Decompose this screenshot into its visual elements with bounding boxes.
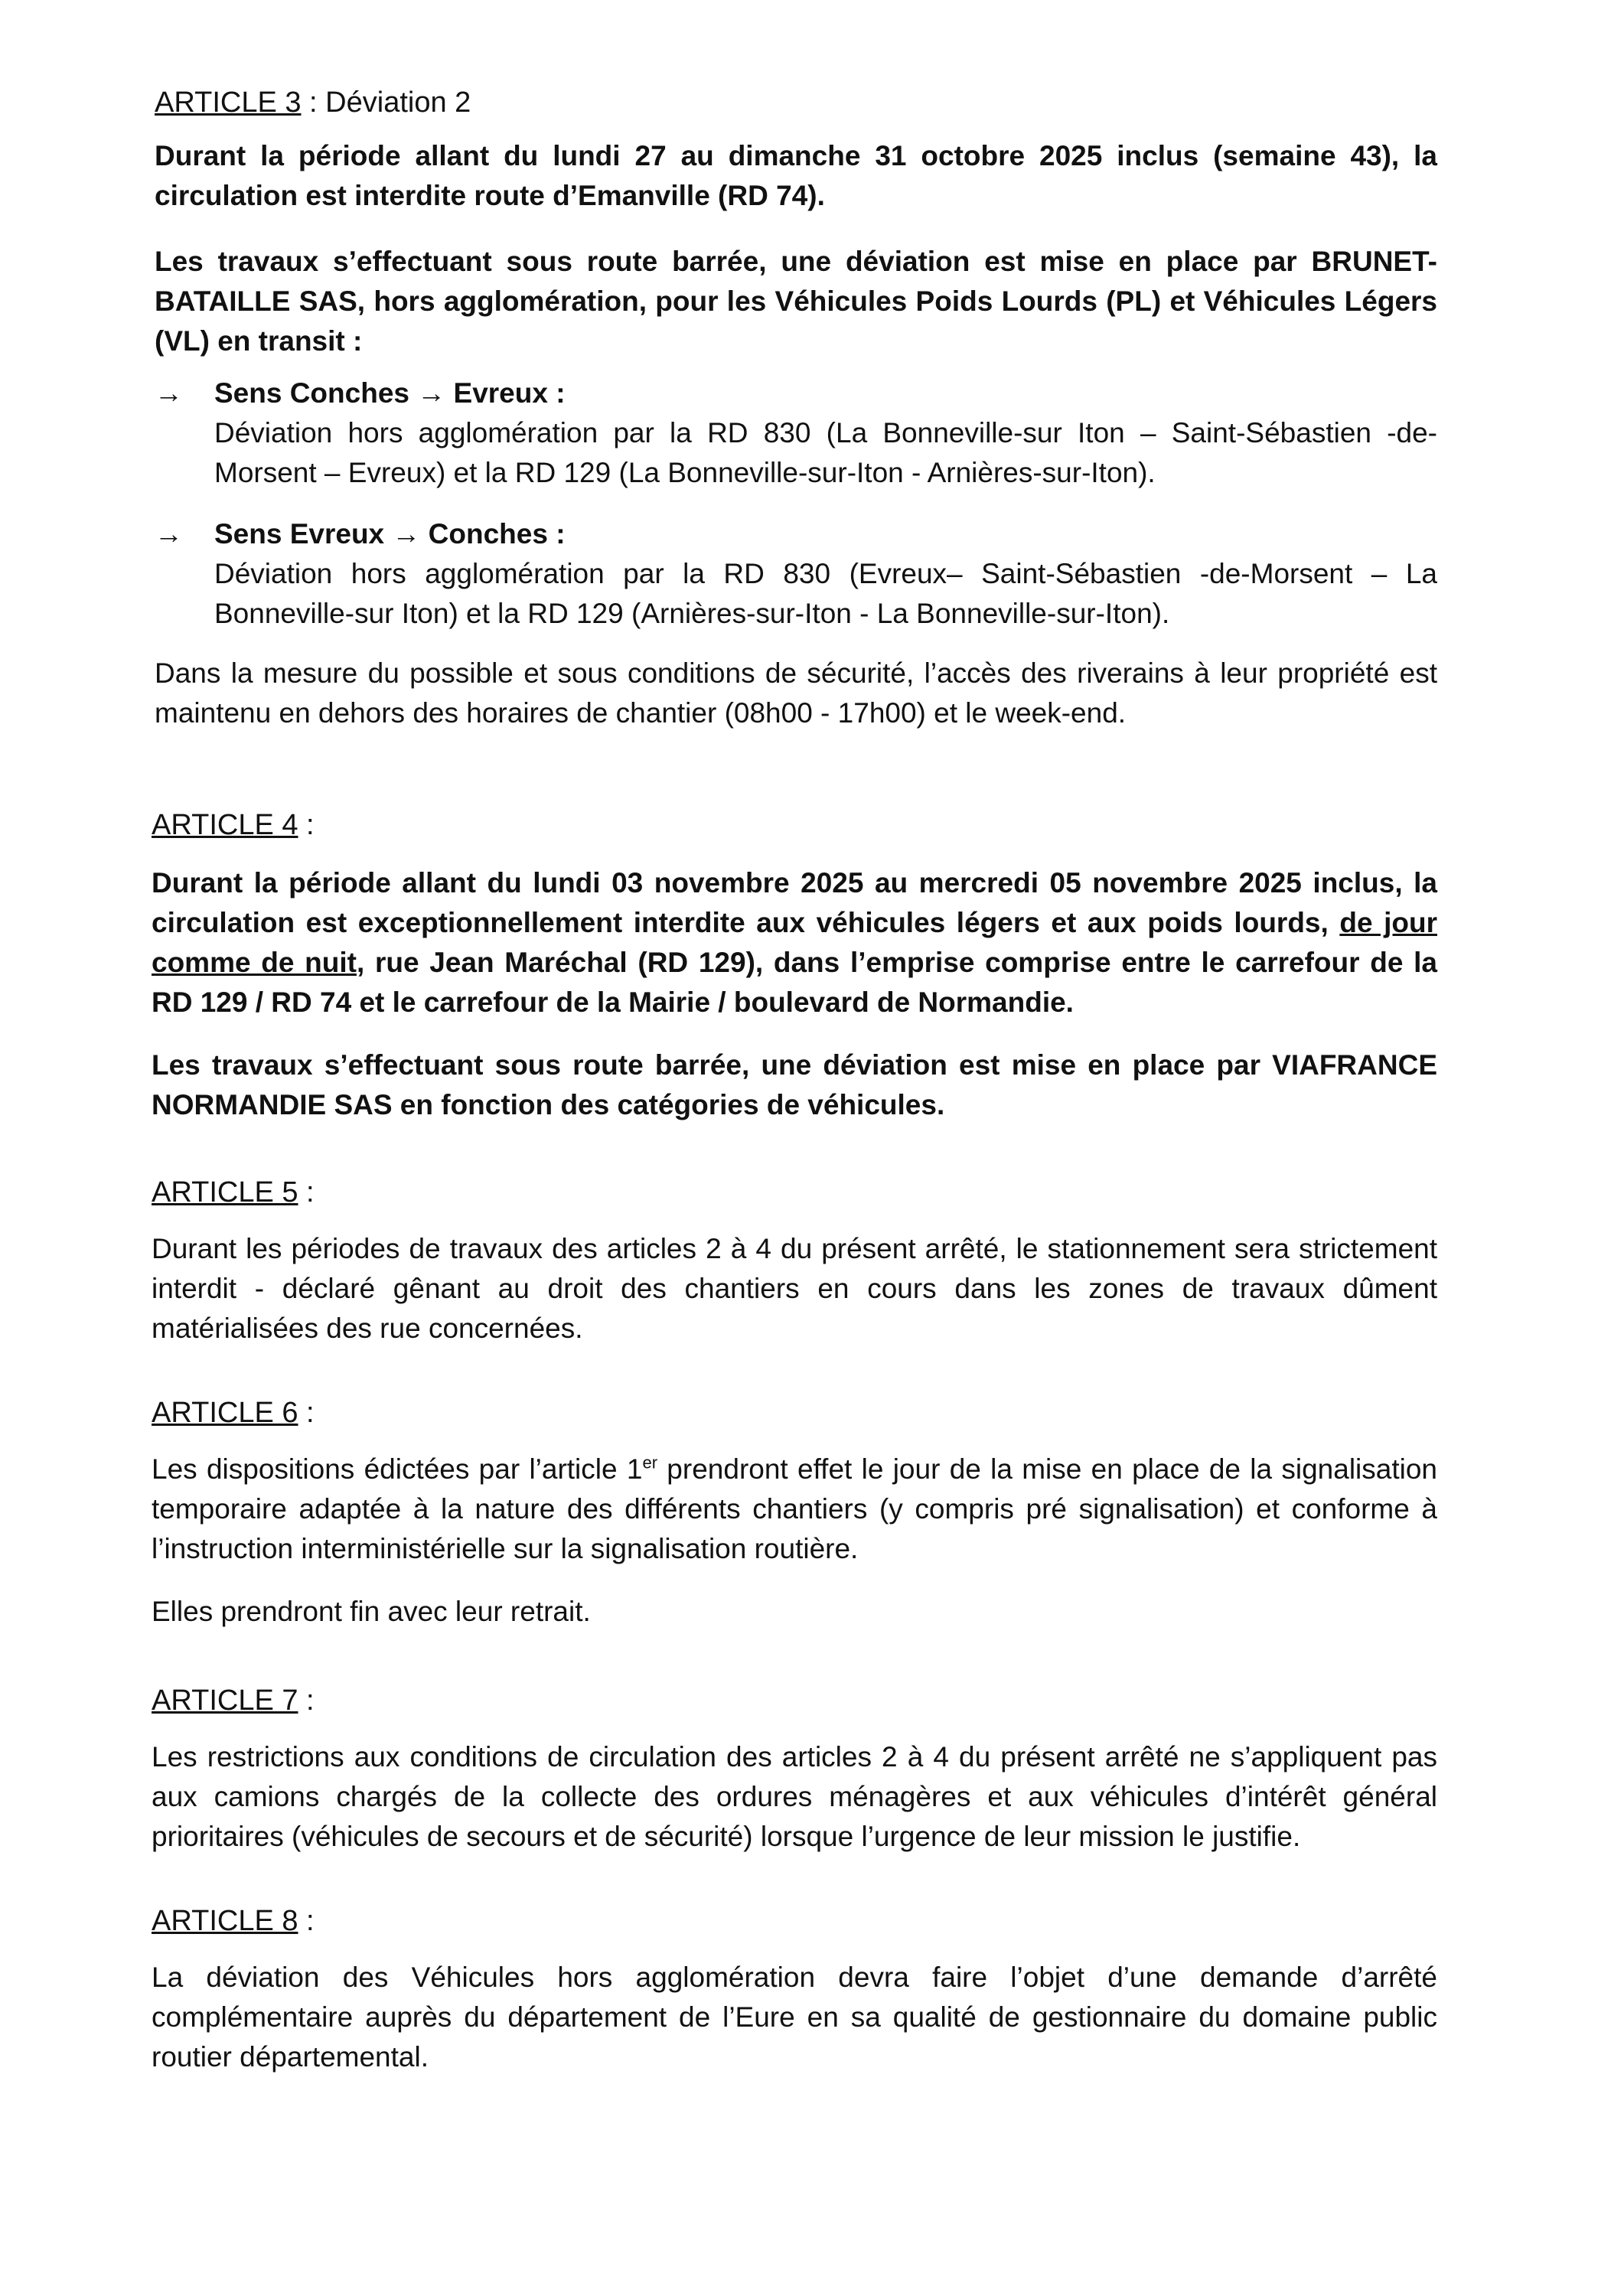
article-6-heading: ARTICLE 6 : [152, 1397, 315, 1429]
article-3-para-3: Dans la mesure du possible et sous conditions de sécurité, l’accès des riverains à leur propriété est maintenu en dehors des horaires de chantier (08h00 - 17h00) et le week-end. [155, 657, 1437, 729]
detour-title: Sens Conches → Evreux : [214, 377, 566, 409]
arrow-icon: → [155, 518, 183, 550]
article-6 [152, 1393, 1437, 1632]
article-5 [152, 1172, 1437, 1349]
article-6-para-1: Les dispositions édictées par l’article 1er prendront effet le jour de la mise en place de la signalisation temporaire adaptée à la nature des différents chantiers (y compris pré signalisation) et conforme à l’instruction interministérielle sur la signalisation routière. [152, 1453, 1437, 1564]
detour-text: Déviation hors agglomération par la RD 830 (Evreux– Saint-Sébastien -de-Morsent – La Bonneville-sur Iton) et la RD 129 (Arnières-sur-Iton - La Bonneville-sur-Iton). [214, 558, 1437, 629]
article-8-para-1: La déviation des Véhicules hors agglomération devra faire l’objet d’une demande d’arrêté complémentaire auprès du département de l’Eure en sa qualité de gestionnaire du domaine public routier départemental. [152, 1962, 1437, 2073]
article-5-heading: ARTICLE 5 : [152, 1176, 315, 1208]
article-8 [152, 1901, 1437, 2077]
article-3-para-2: Les travaux s’effectuant sous route barrée, une déviation est mise en place par BRUNET-BATAILLE SAS, hors agglomération, pour les Véhicules Poids Lourds (PL) et Véhicules Légers (VL) en transit : [155, 246, 1437, 357]
detour-text: Déviation hors agglomération par la RD 830 (La Bonneville-sur Iton – Saint-Sébastien -de-Morsent – Evreux) et la RD 129 (La Bonneville-sur-Iton - Arnières-sur-Iton). [214, 417, 1437, 488]
article-4-heading: ARTICLE 4 : [152, 809, 315, 841]
article-3-heading: ARTICLE 3 : Déviation 2 [155, 86, 471, 119]
underlined-phrase: de jour comme de nuit [152, 907, 1437, 978]
article-3 [155, 83, 1437, 733]
article-7 [152, 1681, 1437, 1857]
article-4-para-1: Durant la période allant du lundi 03 novembre 2025 au mercredi 05 novembre 2025 inclus, la circulation est exceptionnellement interdite aux véhicules légers et aux poids lourds, de jour comme de nuit, rue Jean Maréchal (RD 129), dans l’emprise comprise entre le carrefour de la RD 129 / RD 74 et le carrefour de la Mairie / boulevard de Normandie. [152, 867, 1437, 1018]
article-5-para-1: Durant les périodes de travaux des articles 2 à 4 du présent arrêté, le stationnement sera strictement interdit - déclaré gênant au droit des chantiers en cours dans les zones de travaux dûment matérialisées des rue concernées. [152, 1233, 1437, 1344]
article-7-heading: ARTICLE 7 : [152, 1684, 315, 1717]
detour-title: Sens Evreux → Conches : [214, 518, 566, 550]
arrow-icon: → [155, 377, 183, 409]
article-7-para-1: Les restrictions aux conditions de circulation des articles 2 à 4 du présent arrêté ne s’appliquent pas aux camions chargés de la collecte des ordures ménagères et aux véhicules d’intérêt général prioritaires (véhicules de secours et de sécurité) lorsque l’urgence de leur mission le justifie. [152, 1741, 1437, 1852]
article-4 [152, 805, 1437, 1125]
article-3-label: ARTICLE 3 [155, 86, 302, 119]
detour-item [155, 514, 1437, 634]
article-4-para-2: Les travaux s’effectuant sous route barrée, une déviation est mise en place par VIAFRANCE NORMANDIE SAS en fonction des catégories de véhicules. [152, 1049, 1437, 1120]
article-6-para-2: Elles prendront fin avec leur retrait. [152, 1596, 591, 1627]
detour-item [155, 373, 1437, 493]
article-3-para-1: Durant la période allant du lundi 27 au dimanche 31 octobre 2025 inclus (semaine 43), la circulation est interdite route d’Emanville (RD 74). [155, 140, 1437, 211]
article-3-subtitle: Déviation 2 [325, 86, 471, 119]
article-8-heading: ARTICLE 8 : [152, 1905, 315, 1937]
